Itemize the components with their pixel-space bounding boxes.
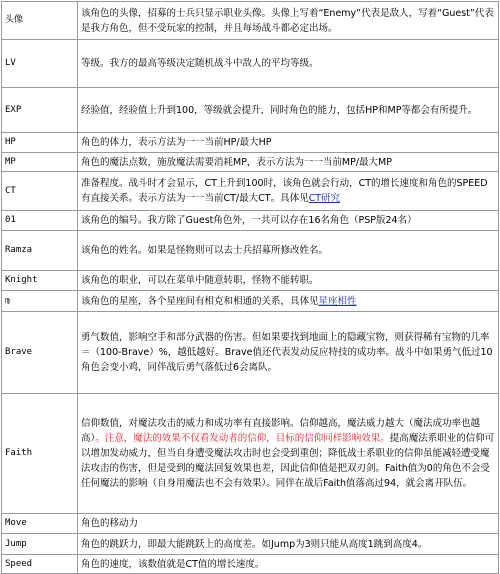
- term-cell: Brave: [2, 312, 78, 394]
- table-row: [2, 40, 499, 88]
- table-row: [2, 172, 499, 211]
- description-text: 角色的体力，表示方法为一一当前HP/最大HP: [81, 137, 272, 148]
- table-row: [2, 211, 499, 231]
- description-cell: [78, 271, 499, 291]
- term-cell: Faith: [2, 394, 78, 514]
- table-row: [2, 534, 499, 555]
- description-cell: [78, 133, 499, 153]
- term-cell: Knight: [2, 271, 78, 291]
- description-cell: [78, 312, 499, 394]
- term-cell: Ramza: [2, 231, 78, 271]
- term-cell: Speed: [2, 555, 78, 574]
- description-cell: [78, 211, 499, 231]
- table-row: [2, 2, 499, 40]
- description-cell: [78, 153, 499, 172]
- description-cell: [78, 394, 499, 514]
- description-cell: [78, 88, 499, 133]
- description-text: 角色的速度，该数值就是CT值的增长速度。: [81, 558, 265, 570]
- description-text: 准备程度。战斗时才会显示，CT上升到100时，该角色就会行动，CT的增长速度和角色的SPEED有直接关系。表示方法为一一当前CT/最大CT。具体见: [81, 178, 488, 204]
- glossary-body: [2, 2, 499, 574]
- description-cell: [78, 534, 499, 555]
- description-text: 角色的魔法点数，施放魔法需要消耗MP，表示方法为一一当前MP/最大MP: [81, 156, 392, 168]
- table-row: [2, 394, 499, 514]
- table-row: [2, 312, 499, 394]
- description-cell: [78, 40, 499, 88]
- reference-link[interactable]: 星座相性: [318, 295, 357, 307]
- description-text: 该角色的头像，招募的士兵只显示职业头像。头像上写着“Enemy”代表是敌人，写着“Guest”代表是我方角色，但不受玩家的控制，并且每场战斗都必定出场。: [81, 7, 494, 34]
- description-text: 该角色的编号。我方除了Guest角色外，一共可以存在16名角色（PSP版24名）: [81, 215, 417, 226]
- description-text: 经验值，经验值上升到100，等级就会提升，同时角色的能力，包括HP和MP等都会有所提升。: [81, 104, 478, 116]
- table-row: [2, 88, 499, 133]
- reference-link[interactable]: CT研究: [308, 193, 341, 204]
- highlight-note: 。注意，魔法的效果不仅看发动者的信仰，目标的信仰同样影响效果。: [95, 433, 390, 444]
- description-text: 提高魔法系职业的信仰可以增加发动威力，但当自身遭受魔法攻击时也会受到重创；降低战士系职业的信仰虽能减轻遭受魔法攻击的伤害，但是受到的魔法回复效果也差，因此信仰值是把双刃剑。Faith值为0的角色不会受任何魔法的影响（自身用魔法也不会有效果）。同伴在战后Faith值落高过94，就会离开队伍。: [81, 433, 495, 489]
- term-cell: LV: [2, 40, 78, 88]
- table-row: [2, 153, 499, 172]
- description-text: 信仰数值，对魔法攻击的威力和成功率有直接影响。信仰越高，魔法威力越大（魔法成功率也越高）: [81, 418, 481, 444]
- description-cell: [78, 514, 499, 534]
- table-row: [2, 555, 499, 574]
- description-text: 勇气数值，影响空手和部分武器的伤害。但如果要找到地面上的隐藏宝物，则获得稀有宝物的几率＝（100-Brave）%，越低越好。Brave值还代表发动反应特技的成功率。战斗中如果勇气低过10角色会变小鸡，同伴战后勇气落低过6会离队。: [81, 332, 493, 373]
- table-row: [2, 133, 499, 153]
- description-text: 角色的移动力: [81, 518, 139, 529]
- term-cell: HP: [2, 133, 78, 153]
- description-cell: [78, 172, 499, 211]
- term-cell: CT: [2, 172, 78, 211]
- description-cell: [78, 555, 499, 574]
- description-text: 该角色的姓名。如果是怪物则可以去士兵招募所修改姓名。: [81, 245, 329, 256]
- table-row: [2, 271, 499, 291]
- term-cell: EXP: [2, 88, 78, 133]
- term-cell: Jump: [2, 534, 78, 555]
- table-row: [2, 231, 499, 271]
- description-cell: [78, 291, 499, 312]
- term-cell: Move: [2, 514, 78, 534]
- term-cell: 01: [2, 211, 78, 231]
- description-cell: [78, 2, 499, 40]
- description-text: 该角色的职业，可以在菜单中随意转职，怪物不能转职。: [81, 275, 319, 286]
- term-cell: MP: [2, 153, 78, 172]
- description-text: 该角色的星座，各个星座间有相克和相通的关系，具体见: [81, 295, 319, 307]
- table-row: [2, 291, 499, 312]
- description-text: 角色的跳跃力，即最大能跳跃上的高度差。如Jump为3则只能从高度1跳到高度4。: [81, 538, 428, 550]
- status-glossary-table: [1, 1, 499, 574]
- term-cell: ♍: [2, 291, 78, 312]
- description-cell: [78, 231, 499, 271]
- term-cell: 头像: [2, 2, 78, 40]
- table-row: [2, 514, 499, 534]
- description-text: 等级。我方的最高等级决定随机战斗中敌人的平均等级。: [81, 58, 319, 69]
